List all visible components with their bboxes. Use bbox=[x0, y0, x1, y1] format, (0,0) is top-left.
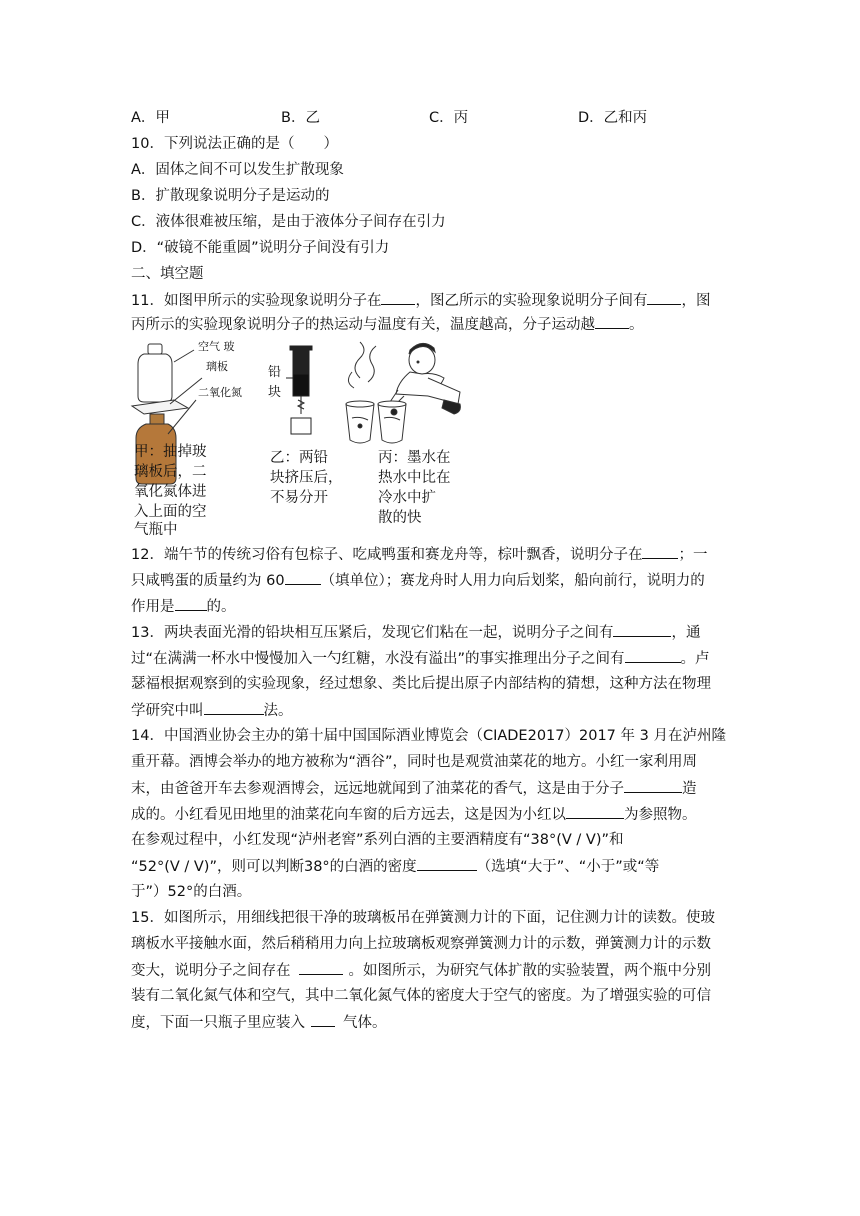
q12-text: 12．端午节的传统习俗有包棕子、吃咸鸭蛋和赛龙舟等，棕叶飘香，说明分子在 bbox=[131, 547, 643, 563]
q15-blank-1[interactable] bbox=[299, 960, 343, 975]
q14-text: “52°(V / V)”，则可以判断38°的白酒的密度 bbox=[131, 859, 417, 875]
q15-line3 bbox=[131, 960, 711, 981]
q14-text: 造 bbox=[682, 781, 697, 797]
q13-blank-3[interactable] bbox=[204, 700, 264, 715]
q15-text: 变大，说明分子之间存在 bbox=[131, 963, 291, 979]
caption-line: 气瓶中 bbox=[134, 522, 178, 538]
jia-label-no2: 二氧化氮 bbox=[198, 386, 242, 399]
q12-text: 只咸鸭蛋的质量约为 60 bbox=[131, 573, 285, 589]
caption-line: 散的快 bbox=[378, 510, 422, 526]
section-heading: 二、填空题 bbox=[131, 266, 204, 282]
q14-line1: 14．中国酒业协会主办的第十届中国国际酒业博览会（CIADE2017）2017 年 3 月在泸州隆 bbox=[131, 728, 726, 744]
jia-label-air-glass: 空气 玻 bbox=[198, 340, 235, 353]
q9-option-c: C．丙 bbox=[429, 110, 469, 126]
q12-blank-2[interactable] bbox=[285, 570, 321, 585]
q14-blank-2[interactable] bbox=[566, 804, 624, 819]
q15-line1: 15．如图所示，用细线把很干净的玻璃板吊在弹簧测力计的下面，记住测力计的读数。使玻 bbox=[131, 910, 715, 926]
caption-line: 冷水中扩 bbox=[378, 490, 436, 506]
caption-line: 入上面的空 bbox=[134, 504, 207, 520]
q12-line3 bbox=[131, 596, 236, 617]
q11-text: ，图 bbox=[681, 293, 711, 309]
caption-line: 块挤压后， bbox=[270, 470, 343, 486]
caption-line: 乙：两铅 bbox=[270, 450, 328, 466]
q15-line4: 装有二氧化氮气体和空气，其中二氧化氮气体的密度大于空气的密度。为了增强实验的可信 bbox=[131, 988, 711, 1004]
q12-blank-3[interactable] bbox=[175, 596, 207, 611]
q13-text: 学研究中叫 bbox=[131, 703, 204, 719]
q12-blank-1[interactable] bbox=[642, 544, 678, 559]
q9-option-b: B．乙 bbox=[281, 110, 320, 126]
q12-line2 bbox=[131, 570, 705, 591]
q11-blank-3[interactable] bbox=[595, 314, 629, 329]
q12-text: 的。 bbox=[206, 599, 236, 615]
q11-text: 丙所示的实验现象说明分子的热运动与温度有关，温度越高，分子运动越 bbox=[131, 317, 595, 333]
caption-line: 不易分开 bbox=[270, 490, 328, 506]
caption-line: 氧化氮体进 bbox=[134, 484, 207, 500]
q11-blank-1[interactable] bbox=[381, 290, 415, 305]
q15-text: 气体。 bbox=[343, 1015, 387, 1031]
q13-text: ，通 bbox=[671, 625, 701, 641]
q9-options bbox=[131, 108, 731, 128]
q14-line6 bbox=[131, 856, 659, 877]
q14-blank-3[interactable] bbox=[417, 856, 477, 871]
q14-line5: 在参观过程中，小红发现“泸州老窖”系列白酒的主要酒精度有“38°(V / V)”和 bbox=[131, 832, 624, 848]
q13-text: 法。 bbox=[263, 703, 293, 719]
q13-line3: 瑟福根据观察到的实验现象，经过想象、类比后提出原子内部结构的猜想，这种方法在物理 bbox=[131, 676, 711, 692]
q14-blank-1[interactable] bbox=[624, 778, 682, 793]
q13-blank-1[interactable] bbox=[613, 622, 671, 637]
q11-text: 11．如图甲所示的实验现象说明分子在 bbox=[131, 293, 382, 309]
yi-label-lead-1: 铅 bbox=[268, 365, 282, 380]
q11-text: 。 bbox=[629, 317, 644, 333]
caption-line: 甲：抽掉玻 bbox=[134, 444, 207, 460]
q13-text: 13．两块表面光滑的铅块相互压紧后，发现它们粘在一起，说明分子之间有 bbox=[131, 625, 614, 641]
q13-blank-2[interactable] bbox=[625, 648, 681, 663]
q14-text: （选填“大于”、“小于”或“等 bbox=[476, 859, 660, 875]
q11-line2 bbox=[131, 314, 644, 335]
q9-option-a: A．甲 bbox=[131, 110, 170, 126]
q12-text: ；一 bbox=[678, 547, 708, 563]
yi-apparatus bbox=[286, 346, 312, 434]
caption-line: 热水中比在 bbox=[378, 470, 451, 486]
q14-line2: 重开幕。酒博会举办的地方被称为“酒谷”，同时也是观赏油菜花的地方。小红一家利用周 bbox=[131, 754, 698, 770]
q15-line5 bbox=[131, 1012, 387, 1033]
q10-option-d: D．“破镜不能重圆”说明分子间没有引力 bbox=[131, 240, 390, 256]
q10-option-a: A．固体之间不可以发生扩散现象 bbox=[131, 162, 344, 178]
q14-text: 为参照物。 bbox=[624, 807, 697, 823]
jia-label-plate: 璃板 bbox=[206, 360, 228, 373]
q10-stem: 10．下列说法正确的是（ ） bbox=[131, 136, 338, 152]
q11-figure bbox=[128, 338, 468, 538]
q12-line1 bbox=[131, 544, 707, 565]
q14-text: 成的。小红看见田地里的油菜花向车窗的后方远去，这是因为小红以 bbox=[131, 807, 566, 823]
q13-text: 。卢 bbox=[680, 651, 710, 667]
q11-blank-2[interactable] bbox=[647, 290, 681, 305]
q15-text: 度，下面一只瓶子里应装入 bbox=[131, 1015, 305, 1031]
caption-line: 璃板后，二 bbox=[134, 464, 207, 480]
q15-blank-2[interactable] bbox=[311, 1012, 335, 1027]
q10-option-c: C．液体很难被压缩，是由于液体分子间存在引力 bbox=[131, 214, 446, 230]
q14-line3 bbox=[131, 778, 697, 799]
q14-line7: 于”）52°的白酒。 bbox=[131, 884, 252, 900]
q13-line2 bbox=[131, 648, 710, 669]
q14-text: 末，由爸爸开车去参观酒博会，远远地就闻到了油菜花的香气，这是由于分子 bbox=[131, 781, 624, 797]
caption-line: 丙：墨水在 bbox=[378, 450, 451, 466]
q12-text: （填单位）；赛龙舟时人用力向后划桨，船向前行，说明力的 bbox=[320, 573, 705, 589]
q10-option-b: B．扩散现象说明分子是运动的 bbox=[131, 188, 330, 204]
q13-text: 过“在满满一杯水中慢慢加入一勺红糖，水没有溢出”的事实推理出分子之间有 bbox=[131, 651, 625, 667]
q15-text: 。如图所示，为研究气体扩散的实验装置，两个瓶中分别 bbox=[348, 963, 711, 979]
q11-line1 bbox=[131, 290, 710, 311]
q11-text: ，图乙所示的实验现象说明分子间有 bbox=[415, 293, 648, 309]
q14-line4 bbox=[131, 804, 697, 825]
bing-apparatus bbox=[346, 342, 460, 443]
yi-label-lead-2: 块 bbox=[268, 385, 282, 400]
q13-line1 bbox=[131, 622, 700, 643]
q9-option-d: D．乙和丙 bbox=[578, 110, 648, 126]
q12-text: 作用是 bbox=[131, 599, 175, 615]
q15-line2: 璃板水平接触水面，然后稍稍用力向上拉玻璃板观察弹簧测力计的示数，弹簧测力计的示数 bbox=[131, 936, 711, 952]
q13-line4 bbox=[131, 700, 293, 721]
